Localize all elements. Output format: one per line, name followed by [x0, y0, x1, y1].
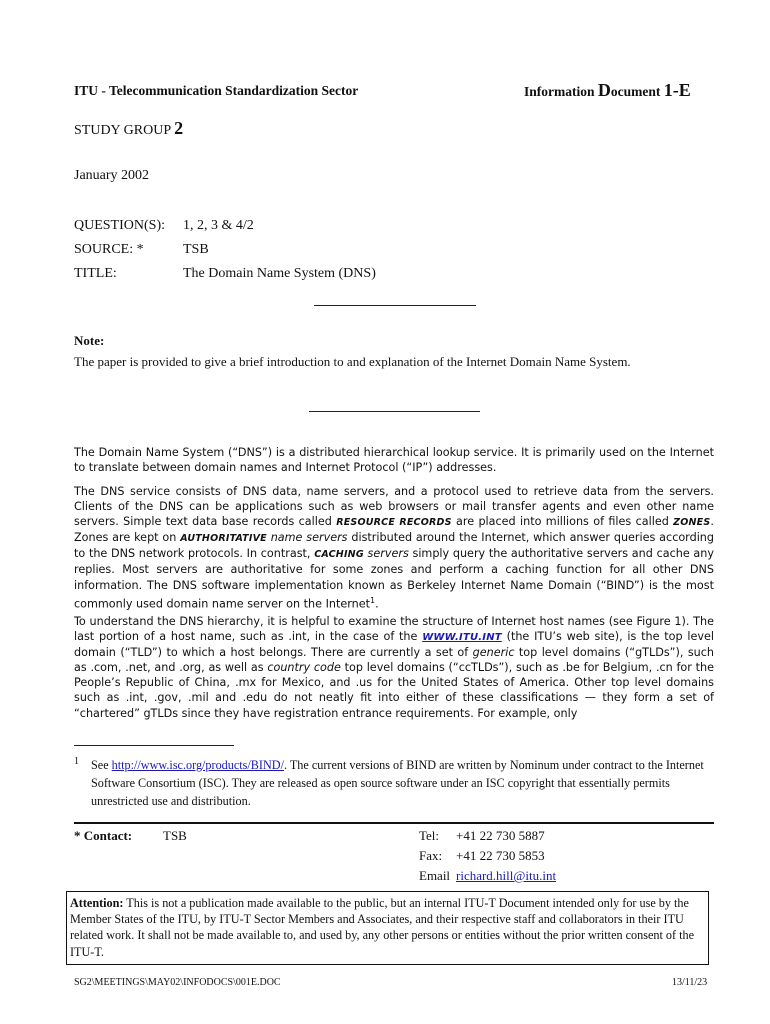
meta-label: QUESTION(S):	[74, 218, 165, 233]
body-paragraph-3: To understand the DNS hierarchy, it is helpful to examine the structure of Internet host names (see Figure 1). The last portion of a host name, such as .int, in the case of the WWW.ITU.INT (the ITU’s web site), is the top level domain (“TLD”) to which a host belongs. There are currently a set of generic top level domains (“gTLDs”), such as .com, .net, and .org, as well as country code top level domains (“ccTLDs”), such as .be for Belgium, .cn for the People’s Republic of China, .mx for Mexico, and .us for the United States of America. Other top level domains such as .int, .gov, .mil and .edu do not neatly fit into either of these classifications — they form a set of “chartered” gTLDs since they have registration entrance requirements. For example, only	[74, 615, 715, 720]
fax-value: +41 22 730 5853	[456, 848, 545, 863]
term-caching: CACHING	[314, 549, 364, 561]
body-paragraph-1: The Domain Name System (“DNS”) is a distributed hierarchical lookup service. It is primarily used on the Internet to translate between domain names and Internet Protocol (“IP”) addresses.	[74, 446, 714, 475]
attention-label: Attention:	[70, 896, 124, 910]
organization-name: ITU - Telecommunication Standardization Sector	[74, 83, 359, 98]
meta-value: TSB	[183, 242, 209, 257]
contact-divider	[74, 822, 714, 824]
study-group-label: STUDY GROUP	[74, 123, 175, 138]
study-group-number: 2	[174, 118, 184, 138]
contact-name: TSB	[163, 828, 187, 843]
term-zones: ZONES	[673, 517, 711, 529]
doc-mid: ocument	[610, 84, 664, 99]
meta-question	[74, 218, 254, 234]
meta-label: TITLE:	[74, 266, 117, 281]
email-label: Email	[419, 868, 451, 883]
doc-prefix: Information	[524, 84, 598, 99]
meta-source	[74, 242, 209, 258]
meta-value: The Domain Name System (DNS)	[183, 266, 376, 281]
footnote: 1 See http://www.isc.org/products/BIND/. The current versions of BIND are written by Nominum under contract to the Internet Software Consortium (ISC). They are released as open source software under an ISC copyright that essentially permits unrestricted use and distribution.	[74, 756, 714, 810]
footnote-divider	[74, 745, 234, 746]
fax-label: Fax:	[419, 848, 443, 863]
attention-box	[66, 891, 709, 965]
meta-value: 1, 2, 3 & 4/2	[183, 218, 254, 233]
note-heading: Note:	[74, 333, 105, 348]
meta-title	[74, 266, 376, 282]
footer-path: SG2\MEETINGS\MAY02\INFODOCS\001E.DOC	[74, 977, 281, 988]
attention-text: This is not a publication made available to the public, but an internal ITU-T Document intended only for use by the Member States of the ITU, by ITU-T Sector Members and Associates, and their respective staff and collaborators in their ITU related work. It shall not be made available to, and used by, any other persons or entities without the prior written consent of the ITU-T.	[70, 896, 694, 959]
divider	[309, 411, 480, 412]
term-resource-records: RESOURCE RECORDS	[336, 517, 452, 529]
email-link[interactable]: richard.hill@itu.int	[456, 868, 557, 883]
divider	[314, 305, 476, 306]
contact-label: * Contact:	[74, 828, 133, 843]
footnote-ref[interactable]: 1	[370, 595, 376, 605]
study-group	[74, 118, 183, 139]
body-paragraph-2: The DNS service consists of DNS data, name servers, and a protocol used to retrieve data from the servers. Clients of the DNS can be applications such as web browsers or mail transfer agents and even other name servers. Simple text data base records called RESOURCE RECORDS are placed into millions of files called ZONES. Zones are kept on AUTHORITATIVE name servers distributed around the Internet, which answer queries according to the DNS network protocols. In contrast, CACHING servers simply query the authoritative servers and cache any replies. Most servers are authoritative for some zones and perform a caching function for all other DNS information. The DNS software implementation known as Berkeley Internet Name Domain (“BIND”) is the most commonly used domain name server on the Internet$^1$.	[74, 485, 714, 611]
footer-date: 13/11/23	[672, 977, 708, 988]
document-date: January 2002	[74, 168, 150, 183]
doc-d: D	[597, 80, 611, 100]
note-text: The paper is provided to give a brief introduction to and explanation of the Internet Domain Name System.	[74, 354, 631, 369]
itu-website-link[interactable]: WWW.ITU.INT	[422, 632, 502, 644]
meta-label: SOURCE: *	[74, 242, 144, 257]
doc-num: 1-E	[663, 80, 691, 100]
footnote-number: 1	[74, 756, 79, 767]
bind-link[interactable]: http://www.isc.org/products/BIND/	[111, 758, 284, 772]
tel-value: +41 22 730 5887	[456, 828, 545, 843]
document-number	[524, 80, 691, 101]
tel-label: Tel:	[419, 828, 440, 843]
term-authoritative: AUTHORITATIVE	[180, 533, 267, 545]
